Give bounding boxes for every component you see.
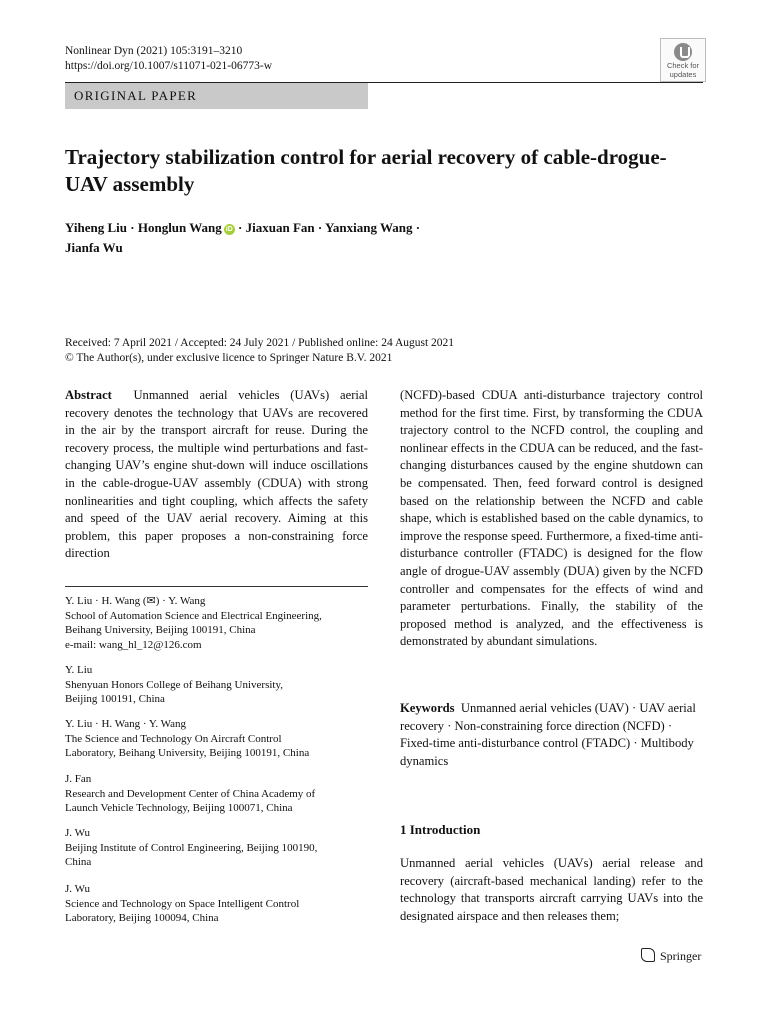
affiliation-line: Shenyuan Honors College of Beihang University, <box>65 678 284 691</box>
affiliation-authors: Y. Liu · H. Wang · Y. Wang <box>65 718 187 730</box>
affiliation-authors: J. Wu <box>65 827 91 839</box>
abstract-right <box>400 387 703 651</box>
affiliation-line: Laboratory, Beijing 100094, China <box>65 912 219 924</box>
affiliation-line: Beihang University, Beijing 100191, China <box>65 624 256 636</box>
abstract-left <box>65 387 368 563</box>
keywords-block <box>400 700 703 770</box>
copyright-line: © The Author(s), under exclusive licence to Springer Nature B.V. 2021 <box>65 352 393 364</box>
affiliation-line: Laboratory, Beihang University, Beijing 100191, China <box>65 747 310 759</box>
publisher-name: Springer <box>660 949 702 963</box>
affiliation-authors: Y. Liu <box>65 664 93 676</box>
check-label-line-1: Check for <box>666 61 700 70</box>
affiliation-block <box>65 717 368 761</box>
affiliation-authors: J. Fan <box>65 773 92 785</box>
affiliation-line: Beijing Institute of Control Engineering, Beijing 100190, <box>65 841 318 854</box>
keywords-label: Keywords <box>400 701 455 715</box>
authors-part-1: Yiheng Liu · Honglun Wang <box>65 220 222 235</box>
affiliation-block <box>65 772 368 816</box>
check-updates-label <box>661 62 705 79</box>
affiliation-line: The Science and Technology On Aircraft Control <box>65 732 282 745</box>
affiliation-line: School of Automation Science and Electrical Engineering, <box>65 609 322 622</box>
affiliation-line: Research and Development Center of China Academy of <box>65 787 316 800</box>
orcid-icon[interactable]: iD <box>225 226 233 233</box>
abstract-text-left: Unmanned aerial vehicles (UAVs) aerial recovery denotes the technology that UAVs are recovered in the air by the transport aircraft for reuse. During the recovery process, the multiple wind perturbations and fast-changing UAV’s engine shut-down will induce oscillations in the cable-drogue-UAV assembly (CDUA) with strong nonlinearities and tight coupling, which affects the safety and speed of the UAV aerial recovery. Aiming at this problem, this paper proposes a non-constraining force direction <box>65 388 368 561</box>
affiliation-line: China <box>65 856 92 868</box>
publisher-logo <box>641 948 701 964</box>
journal-citation <box>65 44 272 74</box>
journal-line: Nonlinear Dyn (2021) 105:3191–3210 <box>65 45 243 57</box>
affiliation-authors: J. Wu <box>65 883 91 895</box>
article-type-label: ORIGINAL PAPER <box>74 88 198 103</box>
paper-title: Trajectory stabilization control for aerial recovery of cable-drogue-UAV assembly <box>65 145 667 196</box>
check-for-updates-badge[interactable] <box>660 38 706 82</box>
affiliation-line: Launch Vehicle Technology, Beijing 100071, China <box>65 802 293 814</box>
author-list <box>65 218 625 258</box>
affiliation-block <box>65 663 368 707</box>
abstract-text-right: (NCFD)-based CDUA anti-disturbance trajectory control method for the first time. First, by transforming the CDUA trajectory control to the NCFD control, the coupling and nonlinear effects in the CDUA can be reduced, and the fast-changing disturbances caused by the engine shutdown can be compensated. Then, feed forward control is designed based on the relationship between the NCFD and cable shape, which is established based on the cable dynamics, to improve the response speed. Furthermore, a fixed-time anti-disturbance controller (FTADC) is designed for the flow angle of drogue-UAV assembly (DUA) given by the NCFD controller and compensates for the effects of wind and parameter perturbations. Finally, the stability of the proposed method is analyzed, and the effectiveness is demonstrated by abundant simulations. <box>400 388 703 649</box>
check-label-line-2: updates <box>669 69 697 79</box>
affiliation-block <box>65 882 368 926</box>
affiliation-authors: Y. Liu · H. Wang (✉) · Y. Wang <box>65 595 206 607</box>
keywords-text: Unmanned aerial vehicles (UAV) · UAV aerial recovery · Non-constraining force direction (NCFD) · Fixed-time anti-disturbance control (FTADC) · Multibody dynamics <box>400 701 696 768</box>
abstract-label: Abstract <box>65 388 112 402</box>
check-updates-icon <box>674 43 692 61</box>
affiliation-block <box>65 826 368 870</box>
authors-part-2: · Jiaxuan Fan · Yanxiang Wang · <box>234 220 421 235</box>
section-heading-introduction: 1 Introduction <box>400 822 481 837</box>
history-dates: Received: 7 April 2021 / Accepted: 24 July 2021 / Published online: 24 August 2021 <box>65 337 455 349</box>
affiliation-line: Beijing 100191, China <box>65 693 165 705</box>
article-type-banner <box>65 83 368 109</box>
affiliation-rule <box>65 586 368 587</box>
publication-dates <box>65 336 454 366</box>
affiliation-line: Science and Technology on Space Intelligent Control <box>65 897 300 910</box>
doi-link[interactable]: https://doi.org/10.1007/s11071-021-06773-w <box>65 60 272 72</box>
affiliation-block <box>65 594 368 652</box>
springer-horse-icon <box>641 948 655 962</box>
affiliation-email[interactable]: e-mail: wang_hl_12@126.com <box>65 638 202 651</box>
authors-part-3: Jianfa Wu <box>65 240 123 255</box>
introduction-text: Unmanned aerial vehicles (UAVs) aerial release and recovery (aircraft-based mechanical landing) refer to the technology that transports aircraft carrying UAVs into the designated airspace and then releases them; <box>400 856 703 923</box>
